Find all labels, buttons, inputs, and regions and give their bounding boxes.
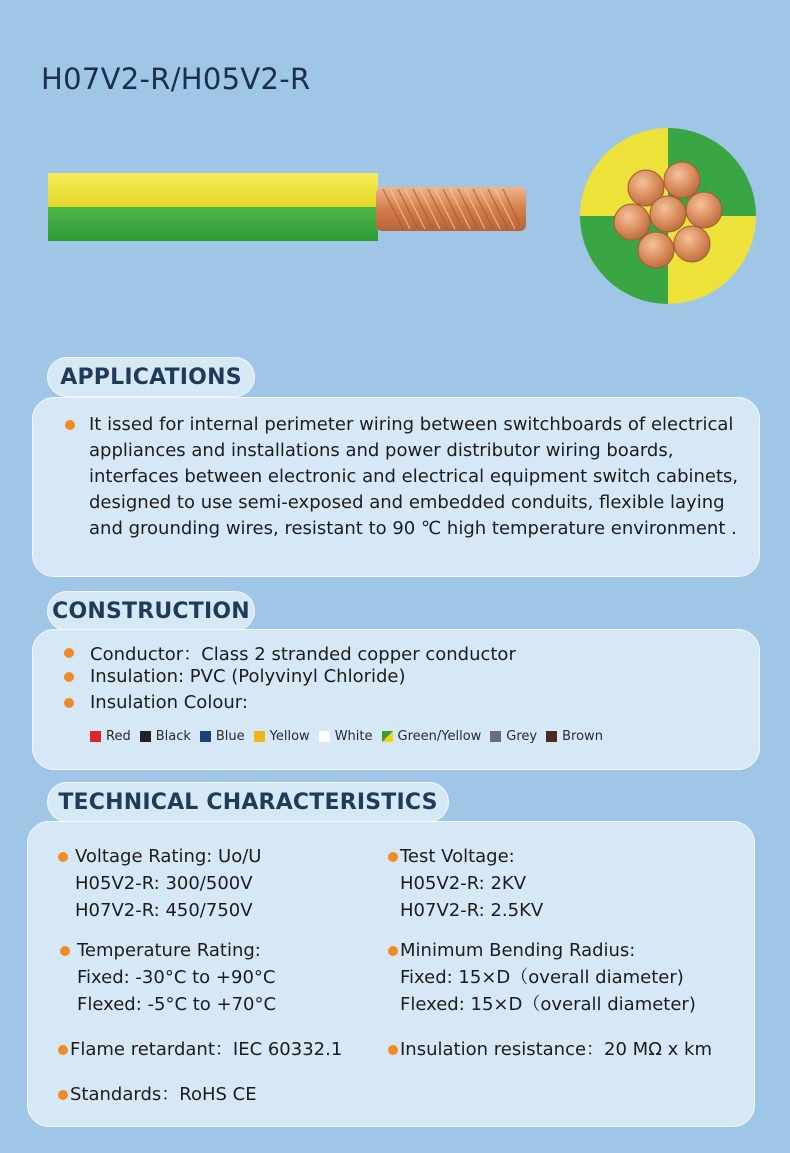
bullet-icon [58, 1045, 68, 1055]
construction-heading: CONSTRUCTION [47, 591, 255, 631]
insulation-colour-label: Insulation Colour: [90, 692, 248, 713]
bullet-icon [64, 672, 74, 682]
cable-cross-section [580, 128, 756, 304]
applications-panel [32, 397, 760, 577]
bullet-icon [65, 420, 75, 430]
bullet-icon [58, 852, 68, 862]
colour-swatch-grey: Grey [490, 729, 537, 744]
voltage-rating-block: Voltage Rating: Uo/U H05V2-R: 300/500V H07V2-R: 450/750V [58, 843, 262, 924]
insulation-colour-row [64, 692, 248, 713]
colour-swatch-yellow: Yellow [254, 729, 310, 744]
colour-swatch-white: White [319, 729, 373, 744]
conductor-row [64, 640, 516, 666]
applications-heading: APPLICATIONS [47, 357, 255, 397]
flame-retardant-row: Flame retardant：IEC 60332.1 [58, 1036, 342, 1063]
cable-green-stripe [48, 207, 378, 241]
colour-swatch-black: Black [140, 729, 191, 744]
page-title: H07V2-R/H05V2-R [41, 62, 311, 96]
colour-swatch-brown: Brown [546, 729, 603, 744]
cable-yellow-stripe [48, 173, 378, 209]
bullet-icon [60, 946, 70, 956]
colour-swatch-red: Red [90, 729, 131, 744]
applications-text: It issed for internal perimeter wiring between switchboards of electrical appliances and installations and power distributor wiring boards, interfaces between electronic and electrical equipment switch cabinets, designed to use semi-exposed and embedded conduits, flexible laying and grounding wires, resistant to 90 ℃ high temperature environment . [89, 414, 739, 539]
standards-row: Standards：RoHS CE [58, 1081, 257, 1108]
bullet-icon [64, 698, 74, 708]
colour-legend [90, 729, 612, 744]
bullet-icon [388, 1045, 398, 1055]
cable-illustration [48, 173, 528, 243]
insulation-row [64, 666, 406, 687]
technical-heading: TECHNICAL CHARACTERISTICS [47, 782, 449, 822]
copper-strands [376, 187, 526, 231]
bullet-icon [58, 1090, 68, 1100]
test-voltage-block: Test Voltage: H05V2-R: 2KV H07V2-R: 2.5KV [388, 843, 543, 924]
colour-swatch-blue: Blue [200, 729, 245, 744]
bullet-icon [64, 648, 74, 658]
conductor-text: Conductor：Class 2 stranded copper conductor [90, 644, 516, 665]
temperature-rating-block: Temperature Rating: Fixed: -30°C to +90°C Flexed: -5°C to +70°C [60, 937, 276, 1018]
bending-radius-block: Minimum Bending Radius: Fixed: 15×D（overall diameter) Flexed: 15×D（overall diameter) [388, 937, 696, 1018]
bullet-icon [388, 852, 398, 862]
bullet-icon [388, 946, 398, 956]
insulation-resistance-row: Insulation resistance：20 MΩ x km [388, 1036, 712, 1063]
colour-swatch-green-yellow: Green/Yellow [382, 729, 482, 744]
insulation-text: Insulation: PVC (Polyvinyl Chloride) [90, 666, 406, 687]
